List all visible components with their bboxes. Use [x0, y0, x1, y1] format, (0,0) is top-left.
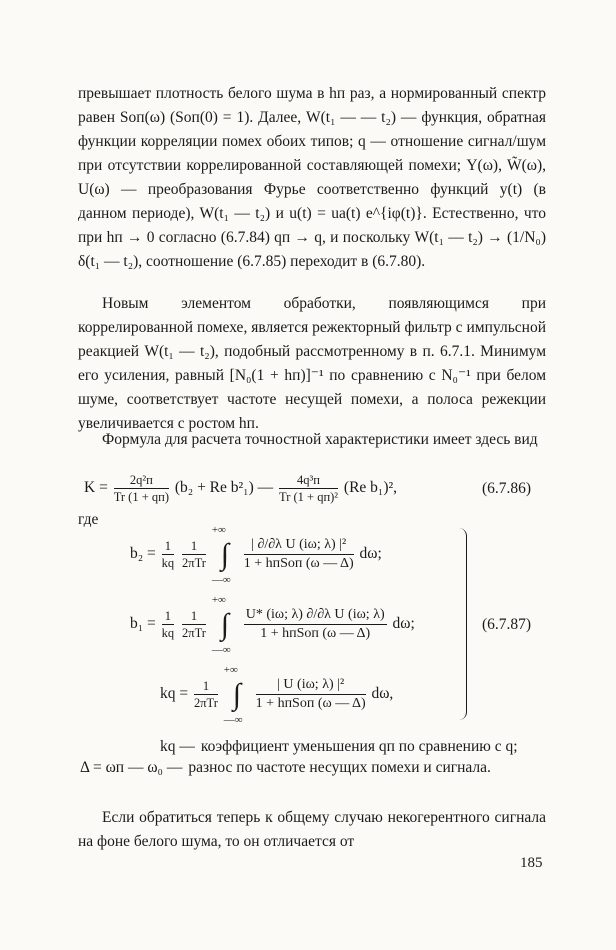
b1-lower-limit: —∞: [211, 643, 231, 656]
b1-tail: dω;: [392, 615, 415, 633]
b1-lhs: b₁ =: [130, 615, 156, 633]
definition-kq-text: коэффициент уменьшения qп по сравнению с q;: [200, 738, 518, 755]
eq86-term2-rest: (Re b₁)²,: [343, 479, 398, 497]
definitions-list: [80, 736, 546, 778]
equation-label-6-7-86: (6.7.86): [482, 480, 532, 497]
b1-integrand: [244, 606, 387, 643]
b2-pre1-num: 1: [162, 538, 175, 555]
kq-integral-sign: ∫ +∞ —∞: [223, 663, 243, 726]
b1-pre2-num: 1: [182, 608, 206, 625]
eq86-frac2-den: Tr (1 + qп)²: [279, 490, 339, 504]
b1-prefactor-2: [182, 608, 206, 641]
b2-integrand: [244, 536, 354, 573]
b2-pre2-den: 2πTr: [182, 556, 206, 570]
b1-pre1-den: kq: [161, 626, 175, 640]
b2-prefactor-2: [182, 538, 206, 571]
equation-b1: [130, 593, 415, 656]
paragraph-4: Если обратиться теперь к общему случаю некогерентного сигнала на фоне белого шума, то он отличается от: [78, 809, 546, 850]
eq86-frac1-num: 2q²п: [114, 472, 169, 489]
b2-pre1-den: kq: [161, 556, 175, 570]
kq-pre-den: 2πTr: [194, 696, 218, 710]
definition-kq-symbol: kq —: [160, 738, 195, 755]
b2-lower-limit: —∞: [211, 573, 231, 586]
b2-tail: dω;: [359, 545, 382, 563]
b2-upper-limit: +∞: [211, 523, 226, 536]
eq86-frac2-num: 4q³п: [279, 472, 338, 489]
eq86-fraction-1: [114, 472, 169, 505]
eq86-frac1-den: Tr (1 + qп): [113, 490, 169, 504]
b1-pre1-num: 1: [162, 608, 175, 625]
kq-pre-num: 1: [194, 678, 218, 695]
b1-pre2-den: 2πTr: [182, 626, 206, 640]
b2-integral-sign: ∫ +∞ —∞: [211, 523, 231, 586]
definition-delta: [80, 757, 546, 778]
paragraph-3: Формула для расчета точностной характеристики имеет здесь вид: [102, 431, 538, 448]
kq-lower-limit: —∞: [223, 713, 243, 726]
page-number: 185: [520, 855, 543, 871]
kq-upper-limit: +∞: [223, 663, 238, 676]
b2-integrand-den: 1 + hпSоп (ω — Δ): [243, 556, 354, 571]
b1-upper-limit: +∞: [211, 593, 226, 606]
b2-pre2-num: 1: [182, 538, 206, 555]
eq86-fraction-2: [279, 472, 338, 505]
b2-prefactor-1: [162, 538, 175, 571]
paragraph-2: Новым элементом обработки, появляющимся при коррелированной помехе, является режекторный фильтр с импульсной реакцией W(t₁ — t₂), подобный рассмотренному в п. 6.7.1. Минимум его усиления, равный [N₀(1 + hп)]⁻¹ по сравнению с N₀⁻¹ при белом шуме, соответствует частоте несущей помехи, а полоса режекции увеличивается с ростом hп.: [78, 295, 546, 432]
b1-integrand-den: 1 + hпSоп (ω — Δ): [260, 626, 371, 641]
kq-integrand: [256, 676, 366, 713]
paragraph-1: превышает плотность белого шума в hп раз, а нормированный спектр равен Sоп(ω) (Sоп(0) = 1). Далее, W(t₁ — — t₂) — функция, обратная функции корреляции помех обоих типов; q — отношение сигнал/шум при отсутствии коррелированной составляющей помехи; Y(ω), W̃(ω), U(ω) — преобразования Фурье соответственно функций y(t) (в данном периоде), W(t₁ — t₂) и u(t) = uа(t) e^{iφ(t)}. Естественно, что при hп → 0 согласно (6.7.84) qп → q, и поскольку W(t₁ — t₂) → (1/N₀) δ(t₁ — t₂), соотношение (6.7.85) переходит в (6.7.80).: [78, 85, 546, 270]
equation-b2: [130, 523, 382, 586]
b1-prefactor-1: [162, 608, 175, 641]
kq-prefactor: [194, 678, 218, 711]
kq-integrand-num: | U (iω; λ) |²: [256, 676, 366, 695]
definition-kq: [160, 736, 546, 757]
b1-integrand-num: U* (iω; λ) ∂/∂λ U (iω; λ): [244, 606, 387, 625]
eq86-term1-rest: (b₂ + Re b²₁) —: [174, 479, 274, 497]
definition-delta-symbol: Δ = ωп — ω₀ —: [80, 759, 183, 776]
kq-integrand-den: 1 + hпSоп (ω — Δ): [255, 696, 366, 711]
b2-lhs: b₂ =: [130, 545, 156, 563]
equation-6-7-86: [84, 472, 397, 505]
eq86-lhs: K =: [84, 479, 108, 497]
equation-system-brace: [456, 528, 467, 720]
kq-tail: dω,: [371, 685, 394, 703]
equation-kq: [160, 663, 394, 726]
b2-integrand-num: | ∂/∂λ U (iω; λ) |²: [244, 536, 354, 555]
kq-lhs: kq =: [160, 685, 189, 703]
definition-delta-text: разнос по частоте несущих помехи и сигнала.: [188, 759, 491, 776]
equation-label-6-7-87: (6.7.87): [482, 616, 532, 633]
b1-integral-sign: ∫ +∞ —∞: [211, 593, 231, 656]
where-word: где: [78, 511, 99, 528]
